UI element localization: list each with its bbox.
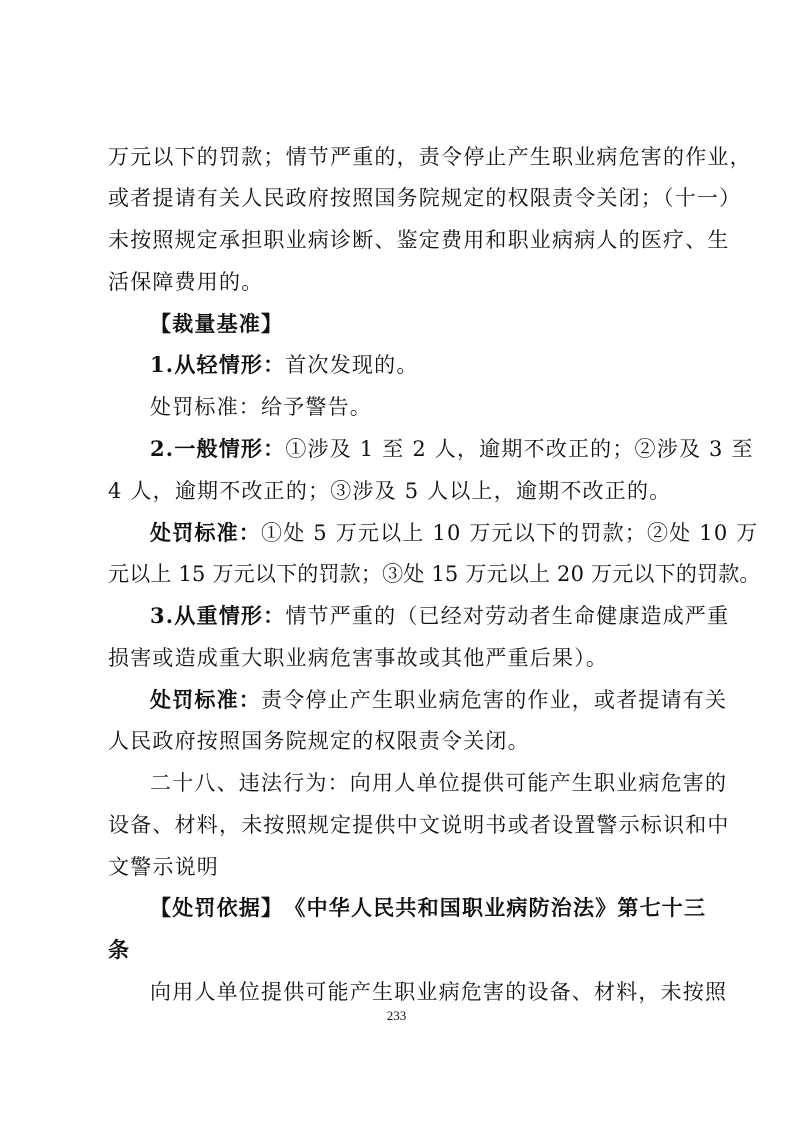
text-line: 4 人，逾期不改正的；③涉及 5 人以上，逾期不改正的。 [108, 479, 672, 503]
text-line: 万元以下的罚款；情节严重的，责令停止产生职业病危害的作业， [108, 145, 752, 169]
text-line: 1.从轻情形：首次发现的。 [150, 352, 419, 377]
text-line: 3.从重情形：情节严重的（已经对劳动者生命健康造成严重 [150, 603, 730, 628]
text-line: 活保障费用的。 [108, 270, 264, 294]
text-line: 设备、材料，未按照规定提供中文说明书或者设置警示标识和中 [108, 813, 730, 837]
text-line: 未按照规定承担职业病诊断、鉴定费用和职业病病人的医疗、生 [108, 228, 730, 252]
text-line: 向用人单位提供可能产生职业病危害的设备、材料，未按照 [150, 980, 728, 1004]
text-line: 人民政府按照国务院规定的权限责令关闭。 [108, 729, 530, 753]
text-line: 或者提请有关人民政府按照国务院规定的权限责令关闭；（十一） [108, 186, 742, 210]
text-line: 二十八、违法行为：向用人单位提供可能产生职业病危害的 [150, 771, 728, 795]
section-heading: 【裁量基准】 [150, 311, 284, 336]
page-number: 233 [386, 1008, 407, 1023]
section-heading: 【处罚依据】 《中华人民共和国职业病防治法》第七十三 [150, 895, 707, 920]
text-line: 条 [108, 937, 131, 962]
text-line: 损害或造成重大职业病危害事故或其他严重后果）。 [108, 646, 609, 670]
text-line: 处罚标准：①处 5 万元以上 10 万元以下的罚款；②处 10 万 [150, 520, 759, 545]
text-line: 2.一般情形：①涉及 1 至 2 人，逾期不改正的；②涉及 3 至 [150, 436, 754, 461]
text-line: 处罚标准：给予警告。 [150, 395, 372, 419]
text-line: 文警示说明 [108, 855, 219, 879]
text-line: 处罚标准：责令停止产生职业病危害的作业，或者提请有关 [150, 687, 728, 712]
text-line: 元以上 15 万元以下的罚款；③处 15 万元以上 20 万元以下的罚款。 [108, 562, 761, 586]
